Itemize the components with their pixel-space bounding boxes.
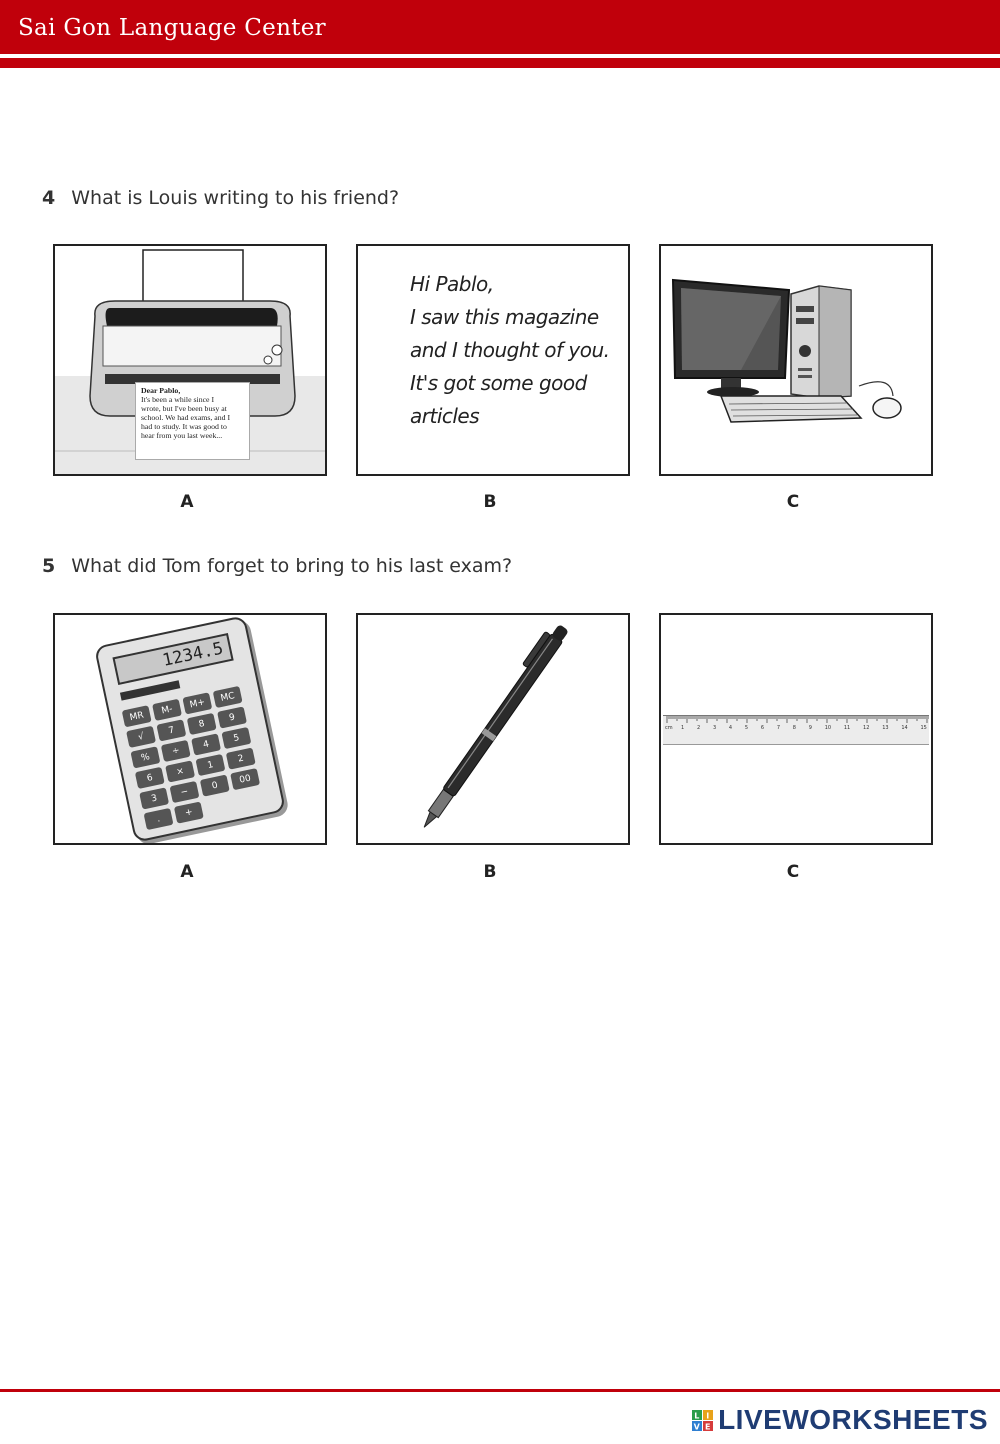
note-line: Hi Pablo, [410,272,494,296]
question-text: What did Tom forget to bring to his last exam? [71,555,513,577]
paper-line: school. We had exams, and I [141,413,231,422]
note-line: I saw this magazine [410,305,599,329]
option-5a-label[interactable]: A [180,862,194,882]
ruler-number: 1 [681,725,685,731]
header-title: Sai Gon Language Center [18,15,326,41]
computer-icon [661,246,931,474]
paper-line: It's been a while since I [141,395,215,404]
ruler-number: 10 [824,725,832,731]
ruler-number: 7 [776,725,780,731]
calculator-key: . [144,808,174,830]
ruler-number: 6 [760,725,765,731]
calculator-key: 9 [217,706,247,728]
ruler-number: 9 [808,725,812,731]
calculator-key: + [174,801,204,823]
paper-line: wrote, but I've been busy at [141,404,227,413]
ruler-ticks [663,716,929,724]
liveworksheets-brand[interactable] [692,1404,988,1436]
note-line: articles [410,404,480,428]
calculator-keypad [122,685,269,830]
paper-line: hear from you last week... [141,431,223,440]
header-bar [0,0,1000,54]
calculator-key: 5 [221,727,251,749]
calculator-key: 0 [200,774,230,796]
logo-letter: E [705,1422,712,1432]
logo-letter: V [693,1422,701,1432]
calculator-key: M- [152,699,182,721]
ruler-number: 13 [882,725,889,731]
header-rule [0,58,1000,68]
option-4b-label[interactable]: B [483,492,497,512]
option-4c-panel[interactable] [659,244,933,476]
note-card [410,268,609,433]
calculator-key: × [165,760,195,782]
ruler-numbers [681,725,927,731]
option-5a-panel[interactable] [53,613,327,845]
ruler-number: 15 [920,725,927,731]
option-5b-panel[interactable] [356,613,630,845]
ruler-number: 14 [901,725,908,731]
ruler-number: 12 [863,725,870,731]
calculator-key: 00 [230,768,260,790]
ruler-number: 5 [744,725,749,731]
logo-letter: I [706,1411,710,1421]
paper-line: Dear Pablo, [141,386,181,395]
option-5c-label[interactable]: C [786,862,800,882]
logo-letter: L [694,1411,700,1421]
calculator-key: 1 [195,754,225,776]
option-4c-label[interactable]: C [786,492,800,512]
option-4a-panel[interactable] [53,244,327,476]
footer-rule [0,1389,1000,1392]
calculator-key: 4 [191,733,221,755]
question-5 [42,555,512,577]
ruler-icon [663,715,929,745]
option-5c-panel[interactable] [659,613,933,845]
ruler-number: 3 [712,725,717,731]
ruler-unit: cm [665,725,673,731]
question-number: 4 [42,187,56,209]
note-line: and I thought of you. [410,338,610,362]
option-4b-panel[interactable] [356,244,630,476]
question-number: 5 [42,555,56,577]
option-4a-label[interactable]: A [180,492,194,512]
calculator-key: % [130,746,160,768]
calculator-key: 2 [226,747,256,769]
liveworksheets-logo-icon [692,1408,714,1432]
note-line: It's got some good [410,371,587,395]
ruler-number: 11 [843,725,851,731]
ruler-number: 8 [792,725,796,731]
calculator-display: 1234.5 [112,633,233,685]
calculator-icon [94,615,286,843]
paper-line: had to study. It was good to [141,422,227,431]
question-4 [42,187,399,209]
calculator-key: ÷ [161,740,191,762]
calculator-key: MR [122,705,152,727]
calculator-key: √ [126,726,156,748]
ruler-number: 2 [696,725,701,731]
printed-letter [135,382,250,460]
solar-panel [120,680,180,700]
calculator-key: 6 [135,767,165,789]
calculator-key: 7 [156,719,186,741]
brand-name: LIVEWORKSHEETS [718,1404,988,1435]
calculator-key: MC [213,686,243,708]
ruler-number: 4 [728,725,733,731]
calculator-key: M+ [182,692,212,714]
calculator-key: − [170,781,200,803]
pen-icon [358,615,628,843]
question-text: What is Louis writing to his friend? [71,187,400,209]
calculator-key: 3 [139,787,169,809]
option-5b-label[interactable]: B [483,862,497,882]
calculator-key: 8 [187,713,217,735]
